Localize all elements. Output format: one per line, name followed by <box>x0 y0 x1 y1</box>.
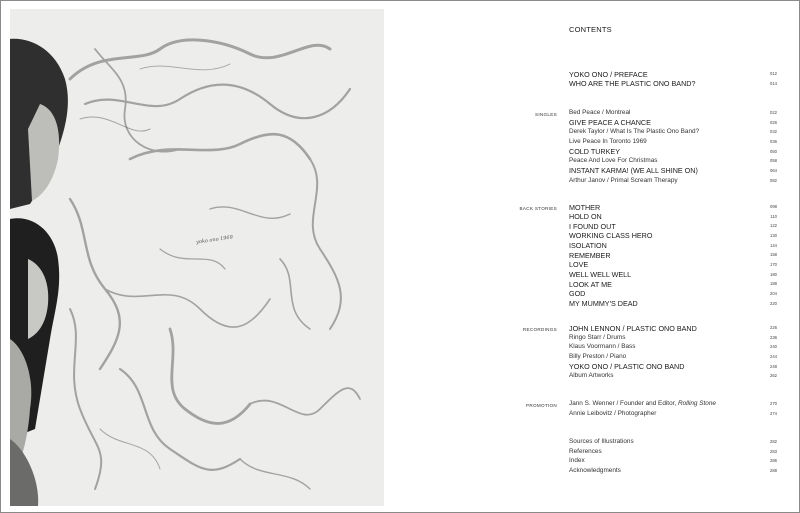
toc-entry-title-text: LOOK AT ME <box>569 279 612 289</box>
toc-entry-title <box>569 353 626 360</box>
toc-entry <box>569 280 779 289</box>
toc-entry-title-text: Arthur Janov / Primal Scream Therapy <box>569 176 678 184</box>
toc-entry-title <box>569 410 656 417</box>
toc-entry-page: 244 <box>770 353 777 359</box>
toc-entry-title-text: Jann S. Wenner / Founder and Editor, <box>569 400 678 407</box>
toc-entry-title <box>569 203 600 212</box>
toc-entry-title <box>569 79 695 88</box>
toc-entry-page: 188 <box>770 281 777 287</box>
toc-entry <box>569 251 779 260</box>
toc-entry-page: 022 <box>770 110 777 115</box>
toc-entry-title <box>569 270 631 279</box>
toc-entry-page: 248 <box>770 363 777 369</box>
toc-entry-title <box>569 231 652 240</box>
toc-entry-page: 204 <box>770 290 777 296</box>
toc-entry-title-text: GOD <box>569 289 586 299</box>
toc-entry-title-text: MOTHER <box>569 202 601 212</box>
toc-entry <box>569 148 779 157</box>
toc-entry-title <box>569 109 630 116</box>
toc-entry-title <box>569 299 638 308</box>
toc-entry-page: 240 <box>770 344 777 350</box>
toc-entry <box>569 290 779 299</box>
toc-entry-title <box>569 147 620 156</box>
toc-entry-title-text: ISOLATION <box>569 241 607 251</box>
toc-entry <box>569 242 779 251</box>
toc-entry-title-text: Derek Taylor / What Is The Plastic Ono Band? <box>569 128 700 136</box>
toc-entry-title <box>569 138 647 145</box>
toc-entry <box>569 203 779 212</box>
toc-entry-page: 032 <box>770 129 777 135</box>
toc-entry-title-text: LOVE <box>569 260 589 270</box>
toc-entry-page: 014 <box>770 80 777 86</box>
toc-entry-title-text: JOHN LENNON / PLASTIC ONO BAND <box>569 323 697 333</box>
section-label: RECORDINGS <box>522 327 557 332</box>
toc-entry-page: 170 <box>770 261 777 267</box>
toc-entry-title-text: Live Peace In Toronto 1969 <box>569 137 647 145</box>
toc-entry <box>569 213 779 222</box>
toc-entry-title <box>569 260 588 269</box>
toc-entry-title-text: References <box>569 447 602 455</box>
toc-entry <box>569 119 779 128</box>
toc-entry-page: 262 <box>770 373 777 379</box>
toc-entry-title <box>569 128 699 135</box>
toc-entry <box>569 271 779 280</box>
toc-entry-title <box>569 280 612 289</box>
toc-entry-title-text: MY MUMMY'S DEAD <box>569 299 638 308</box>
toc-entry <box>569 109 779 118</box>
toc-entry-title-text: Sources of Illustrations <box>569 438 634 445</box>
toc-entry <box>569 448 779 457</box>
toc-entry-page: 288 <box>770 467 777 473</box>
toc-entry <box>569 222 779 231</box>
toc-entry-page: 122 <box>770 223 777 229</box>
toc-entry-title-text: YOKO ONO / PLASTIC ONO BAND <box>569 362 685 372</box>
toc-entry-title-text: WELL WELL WELL <box>569 270 632 280</box>
toc-entry-page: 236 <box>770 334 777 340</box>
toc-entry-page: 158 <box>770 252 777 258</box>
toc-entry-title <box>569 157 657 164</box>
toc-entry <box>569 138 779 147</box>
toc-entry-title-text: GIVE PEACE A CHANCE <box>569 118 651 128</box>
toc-entry-title <box>569 457 585 464</box>
toc-entry <box>569 457 779 466</box>
toc-entry <box>569 261 779 270</box>
toc-entry-page: 283 <box>770 448 777 454</box>
toc-entry-title <box>569 251 611 260</box>
toc-entry-page: 130 <box>770 232 777 238</box>
toc-entry-title-text: WORKING CLASS HERO <box>569 231 653 241</box>
toc-entry-page: 282 <box>770 439 777 444</box>
toc-entry-title <box>569 467 621 474</box>
toc-entry-page: 012 <box>770 71 777 76</box>
toc-entry <box>569 400 779 409</box>
toc-entry-title-text: YOKO ONO / PREFACE <box>569 69 648 79</box>
toc-entry-title-text: Bed Peace / Montreal <box>569 109 631 116</box>
toc-entry-title <box>569 166 698 175</box>
toc-entry <box>569 353 779 362</box>
toc-entry-page: 274 <box>770 410 777 416</box>
toc-entry-title <box>569 118 651 127</box>
toc-entry-title <box>569 70 648 79</box>
toc-entry <box>569 334 779 343</box>
toc-entry-title <box>569 362 684 371</box>
toc-entry <box>569 467 779 476</box>
toc-entry-title <box>569 343 635 350</box>
toc-entry-page: 064 <box>770 167 777 173</box>
toc-entry <box>569 157 779 166</box>
toc-entry-title-text: WHO ARE THE PLASTIC ONO BAND? <box>569 79 696 89</box>
toc-entry-page: 286 <box>770 458 777 464</box>
toc-entry-title-italic: Rolling Stone <box>677 400 716 407</box>
toc-entry <box>569 167 779 176</box>
signature: yoko ono 1969 <box>195 234 234 246</box>
toc-entry-page: 026 <box>770 119 777 125</box>
toc-entry <box>569 300 779 309</box>
toc-entry-page: 180 <box>770 271 777 277</box>
toc-entry <box>569 343 779 352</box>
toc-entry-title-text: I FOUND OUT <box>569 221 616 231</box>
toc-entry-title <box>569 222 616 231</box>
toc-entry <box>569 177 779 186</box>
toc-entry-title-text: Annie Leibovitz / Photographer <box>569 409 657 417</box>
toc-entry <box>569 80 779 89</box>
toc-entry-page: 082 <box>770 177 777 183</box>
toc-entry-title <box>569 324 697 333</box>
toc-entry-title <box>569 400 716 407</box>
toc-entry <box>569 232 779 241</box>
toc-entry <box>569 410 779 419</box>
toc-entry-title-text: COLD TURKEY <box>569 147 620 157</box>
toc-entry <box>569 363 779 372</box>
toc-entry-title-text: Acknowledgments <box>569 466 621 474</box>
toc-entry-title-text: Ringo Starr / Drums <box>569 333 626 341</box>
toc-entry-page: 270 <box>770 401 777 406</box>
toc-entry-title <box>569 241 607 250</box>
toc-entry-title-text: HOLD ON <box>569 212 602 222</box>
toc-entry-title <box>569 438 634 445</box>
section-label: PROMOTION <box>525 403 557 408</box>
toc-entry-title-text: INSTANT KARMA! (WE ALL SHINE ON) <box>569 166 698 176</box>
toc-entry <box>569 70 779 79</box>
toc-entry-page: 036 <box>770 138 777 144</box>
toc-entry-title-text: Index <box>569 457 585 465</box>
toc-entry-page: 226 <box>770 325 777 330</box>
toc-entry-page: 220 <box>770 300 777 306</box>
toc-entry <box>569 372 779 381</box>
toc-entry-title <box>569 372 613 379</box>
section-label: SINGLES <box>534 112 557 117</box>
toc-entry-title <box>569 334 625 341</box>
toc-entry-title <box>569 448 602 455</box>
toc-entry-page: 058 <box>770 158 777 164</box>
toc-entry-title <box>569 289 585 298</box>
toc-entry-title-text: Peace And Love For Christmas <box>569 157 658 165</box>
toc-entry-title <box>569 212 602 221</box>
toc-entry-title-text: Billy Preston / Piano <box>569 352 627 360</box>
toc-entry-page: 050 <box>770 148 777 154</box>
toc-entry <box>569 128 779 137</box>
toc-entry-page: 098 <box>770 204 777 209</box>
toc-entry-title-text: Album Artworks <box>569 372 614 380</box>
section-label: BACK STORIES <box>519 206 557 211</box>
contents-page <box>1 1 800 513</box>
toc-entry-title-text: Klaus Voormann / Bass <box>569 343 636 351</box>
toc-entry-page: 110 <box>770 213 777 219</box>
toc-entry-title-text: REMEMBER <box>569 250 611 260</box>
contents-heading: CONTENTS <box>569 25 612 34</box>
toc-entry-page: 144 <box>770 242 777 248</box>
toc-entry-title <box>569 177 678 184</box>
toc-entry <box>569 438 779 447</box>
toc-entry <box>569 324 779 333</box>
